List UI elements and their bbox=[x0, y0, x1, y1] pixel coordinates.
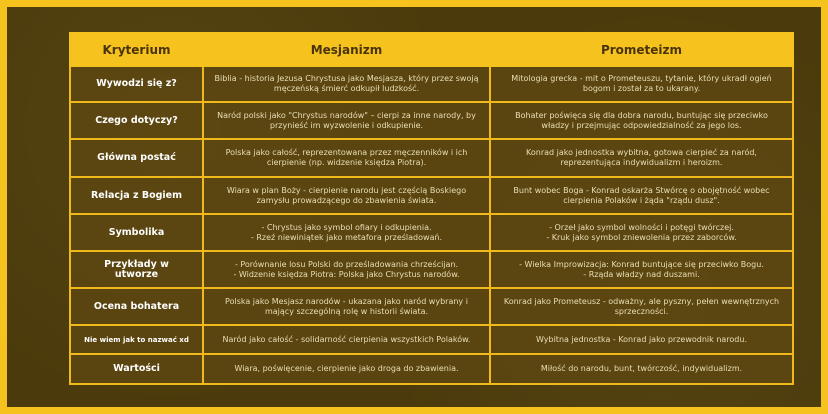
criterion-cell: Wartości bbox=[70, 354, 203, 384]
mesjanizm-cell bbox=[203, 251, 490, 288]
cell-text: Biblia - historia Jezusa Chrystusa jako Mesjasza, który przez swoją męczeńską śmierć odkupił ludzkość. bbox=[214, 74, 479, 93]
cell-text: - Orzeł jako symbol wolności i potęgi twórczej. bbox=[549, 222, 734, 232]
table-row bbox=[70, 139, 793, 177]
prometeizm-cell bbox=[490, 214, 793, 251]
cell-text: - Widzenie księdza Piotra: Polska jako Chrystus narodów. bbox=[233, 269, 460, 279]
header-row bbox=[70, 33, 793, 66]
table-row bbox=[70, 102, 793, 139]
header-kryterium: Kryterium bbox=[70, 33, 203, 66]
mesjanizm-cell bbox=[203, 214, 490, 251]
table-row bbox=[70, 354, 793, 384]
cell-text: Naród polski jako "Chrystus narodów" – cierpi za inne narody, by przynieść im wyzwolenie i odkupienie. bbox=[217, 110, 476, 130]
header-mesjanizm: Mesjanizm bbox=[203, 33, 490, 66]
prometeizm-cell bbox=[490, 325, 793, 354]
cell-text: - Rządа władzy nad duszami. bbox=[583, 269, 700, 279]
mesjanizm-cell bbox=[203, 102, 490, 139]
table-row bbox=[70, 214, 793, 251]
cell-text: Miłość do narodu, bunt, twórczość, indywidualizm. bbox=[540, 364, 743, 373]
mesjanizm-cell bbox=[203, 325, 490, 354]
cell-text: Polska jako Mesjasz narodów - ukazana jako naród wybrany i mający szczególną rolę w historii świata. bbox=[225, 296, 468, 316]
criterion-cell: Główna postać bbox=[70, 139, 203, 177]
prometeizm-cell bbox=[490, 66, 793, 102]
criterion-cell: Nie wiem jak to nazwać xd bbox=[70, 325, 203, 354]
cell-text: Mitologia grecka - mit o Prometeuszu, tytanie, który ukradł ogień bogom i został za to ukarany. bbox=[511, 74, 772, 93]
criterion-cell: Relacja z Bogiem bbox=[70, 177, 203, 214]
mesjanizm-cell bbox=[203, 177, 490, 214]
criterion-cell: Czego dotyczy? bbox=[70, 102, 203, 139]
mesjanizm-cell bbox=[203, 354, 490, 384]
cell-text: Wybitna jednostka - Konrad jako przewodnik narodu. bbox=[536, 334, 747, 344]
cell-text: Polska jako całość, reprezentowana przez męczenników i ich cierpienie (np. widzenie księdza Piotra). bbox=[225, 148, 468, 167]
comparison-table bbox=[69, 32, 794, 385]
cell-text: Wiara w plan Boży - cierpienie narodu jest częścią Boskiego zamysłu prowadzącego do zbawienia świata. bbox=[226, 185, 467, 205]
table-row bbox=[70, 288, 793, 325]
prometeizm-cell bbox=[490, 102, 793, 139]
mesjanizm-cell bbox=[203, 288, 490, 325]
mesjanizm-cell bbox=[203, 139, 490, 177]
cell-text: - Wielka Improwizacja: Konrad buntujące się przeciwko Bogu. bbox=[519, 259, 764, 269]
cell-text: - Rzeź niewiniątek jako metafora prześladowań. bbox=[250, 232, 443, 242]
criterion-cell: Symbolika bbox=[70, 214, 203, 251]
cell-text: Bohater poświęca się dla dobra narodu, buntując się przeciwko władzy i przejmując odpowiedzialność za jego los. bbox=[515, 110, 768, 130]
table-row bbox=[70, 177, 793, 214]
cell-text: - Porównanie losu Polski do prześladowania chrześcijan. bbox=[234, 259, 459, 269]
criterion-cell: Ocena bohatera bbox=[70, 288, 203, 325]
cell-text: Bunt wobec Boga - Konrad oskarża Stwórcę o obojętność wobec cierpienia Polaków i żąda "rządu dusz". bbox=[513, 185, 770, 205]
header-prometeizm: Prometeizm bbox=[490, 33, 793, 66]
mesjanizm-cell bbox=[203, 66, 490, 102]
table-row bbox=[70, 66, 793, 102]
cell-text: Naród jako całość - solidarność cierpienia wszystkich Polaków. bbox=[222, 334, 471, 344]
table-row bbox=[70, 251, 793, 288]
criterion-cell: Wywodzi się z? bbox=[70, 66, 203, 102]
cell-text: - Kruk jako symbol zniewolenia przez zaborców. bbox=[546, 232, 737, 242]
prometeizm-cell bbox=[490, 139, 793, 177]
cell-text: Konrad jako jednostka wybitna, gotowa cierpieć za naród, reprezentująca indywidualizm i heroizm. bbox=[526, 148, 757, 167]
prometeizm-cell bbox=[490, 251, 793, 288]
table-row bbox=[70, 325, 793, 354]
cell-text: Konrad jako Prometeusz - odważny, ale pyszny, pełen wewnętrznych sprzeczności. bbox=[503, 296, 780, 316]
prometeizm-cell bbox=[490, 177, 793, 214]
cell-text: - Chrystus jako symbol ofiary i odkupienia. bbox=[261, 222, 432, 232]
criterion-cell: Przykłady w utworze bbox=[70, 251, 203, 288]
prometeizm-cell bbox=[490, 288, 793, 325]
cell-text: Wiara, poświęcenie, cierpienie jako droga do zbawienia. bbox=[234, 364, 459, 373]
prometeizm-cell bbox=[490, 354, 793, 384]
